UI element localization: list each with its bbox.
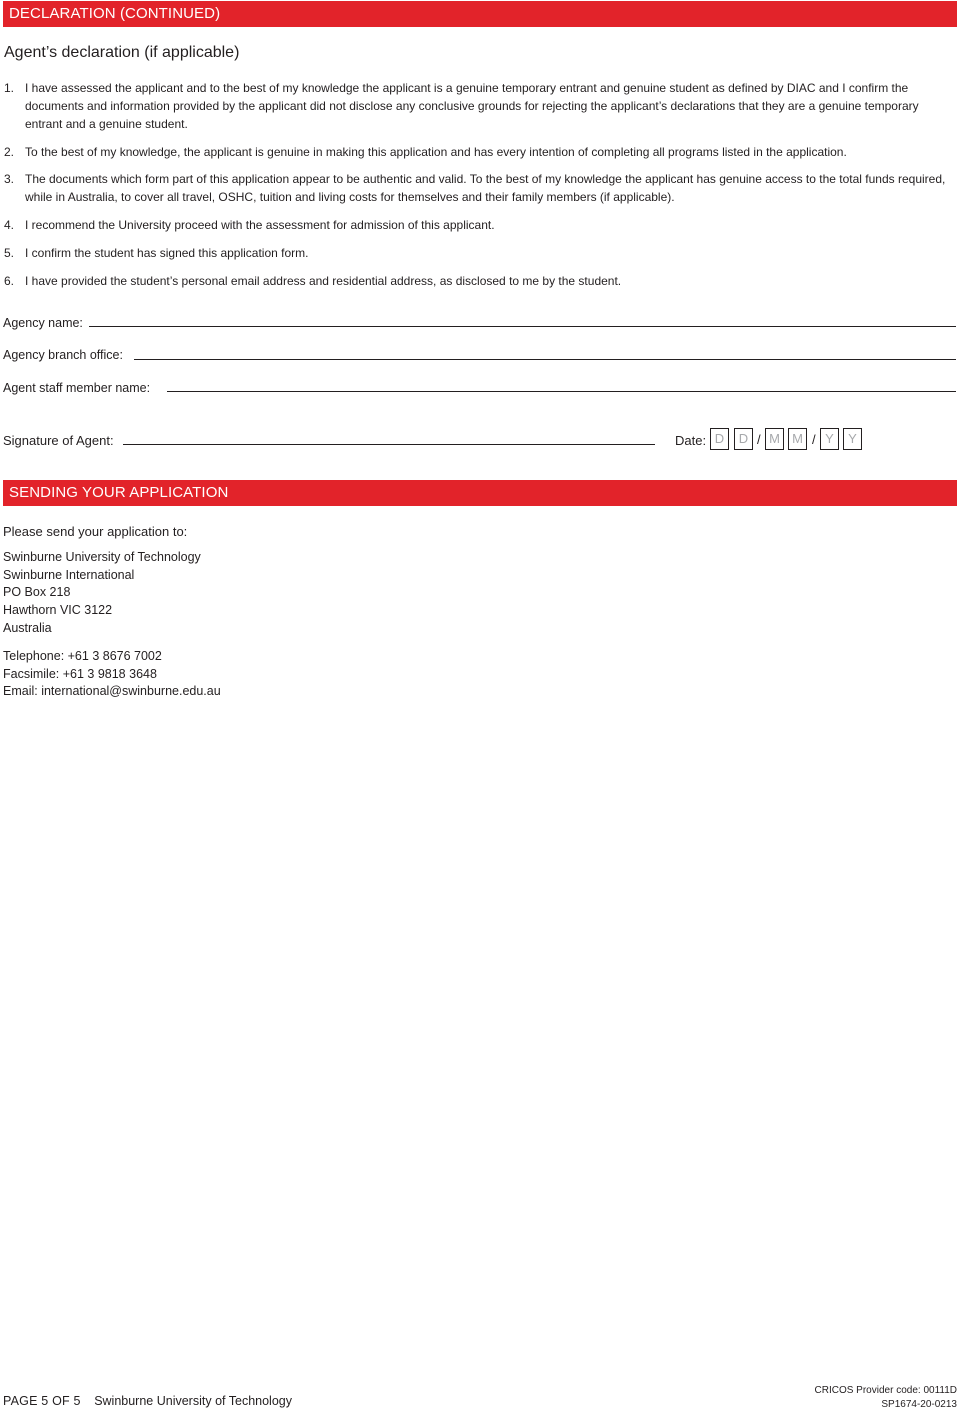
declaration-continued-header: DECLARATION (CONTINUED) [3,1,957,27]
address-line: Australia [3,620,52,635]
declaration-item-2 [4,143,956,161]
form-code: SP1674-20-0213 [881,1399,957,1410]
send-to-heading: Please send your application to: [3,524,188,539]
contact-details [3,648,221,701]
item-text: I have provided the student’s personal email address and residential address, as disclosed to me by the student. [25,274,622,288]
date-day-box-1[interactable]: D [710,428,729,450]
address-line: Swinburne International [3,567,135,582]
agent-declaration-heading: Agent’s declaration (if applicable) [4,44,240,61]
date-year-box-1[interactable]: Y [820,428,839,450]
declaration-item-3 [4,170,956,206]
agent-staff-label: Agent staff member name: [3,381,151,395]
footer [3,1394,292,1408]
item-text: The documents which form part of this application appear to be authentic and valid. To the best of my knowledge the applicant has genuine access to the total funds required, while in Australia, to cover all travel, OSHC, tuition and living costs for themselves and their family members (if applicable). [25,172,946,204]
item-number: 3. [4,172,15,186]
date-separator: / [812,432,816,447]
item-text: I confirm the student has signed this application form. [25,246,309,260]
footer-organisation: Swinburne University of Technology [94,1394,292,1408]
item-number: 1. [4,81,15,95]
signature-label: Signature of Agent: [3,433,114,448]
item-text: I have assessed the applicant and to the best of my knowledge the applicant is a genuine temporary entrant and genuine student as defined by DIAC and I confirm the documents and information provided by the applicant did not disclose any conclusive grounds for rejecting the applicant’s declarations that they are a genuine temporary entrant and a genuine student. [25,81,919,131]
address-line: Hawthorn VIC 3122 [3,603,113,618]
item-text: I recommend the University proceed with the assessment for admission of this applicant. [25,218,495,232]
agency-branch-label: Agency branch office: [3,348,123,362]
email: Email: international@swinburne.edu.au [3,684,221,699]
mailing-address [3,549,201,638]
item-number: 2. [4,145,15,159]
item-number: 6. [4,274,15,288]
telephone: Telephone: +61 3 8676 7002 [3,649,162,663]
declaration-item-1 [4,79,956,133]
agent-staff-input-line[interactable] [167,391,956,392]
date-label: Date: [675,433,707,448]
date-month-box-1[interactable]: M [765,428,784,450]
date-separator: / [757,432,761,447]
sending-application-header: SENDING YOUR APPLICATION [3,480,957,506]
page-number: PAGE 5 OF 5 [3,1394,81,1408]
item-number: 4. [4,218,15,232]
date-day-box-2[interactable]: D [734,428,753,450]
declaration-item-6 [4,272,956,290]
agency-name-input-line[interactable] [89,326,956,327]
item-text: To the best of my knowledge, the applicant is genuine in making this application and has every intention of completing all programs listed in the application. [25,145,847,159]
cricos-provider-code: CRICOS Provider code: 00111D [814,1385,957,1396]
date-month-box-2[interactable]: M [788,428,807,450]
declaration-item-5 [4,244,956,262]
address-line: Swinburne University of Technology [3,550,201,564]
agency-branch-input-line[interactable] [134,359,956,360]
signature-input-line[interactable] [123,444,655,445]
declaration-item-4 [4,216,956,234]
item-number: 5. [4,246,15,260]
address-line: PO Box 218 [3,585,71,600]
facsimile: Facsimile: +61 3 9818 3648 [3,666,157,681]
agency-name-label: Agency name: [3,316,83,330]
date-year-box-2[interactable]: Y [843,428,862,450]
